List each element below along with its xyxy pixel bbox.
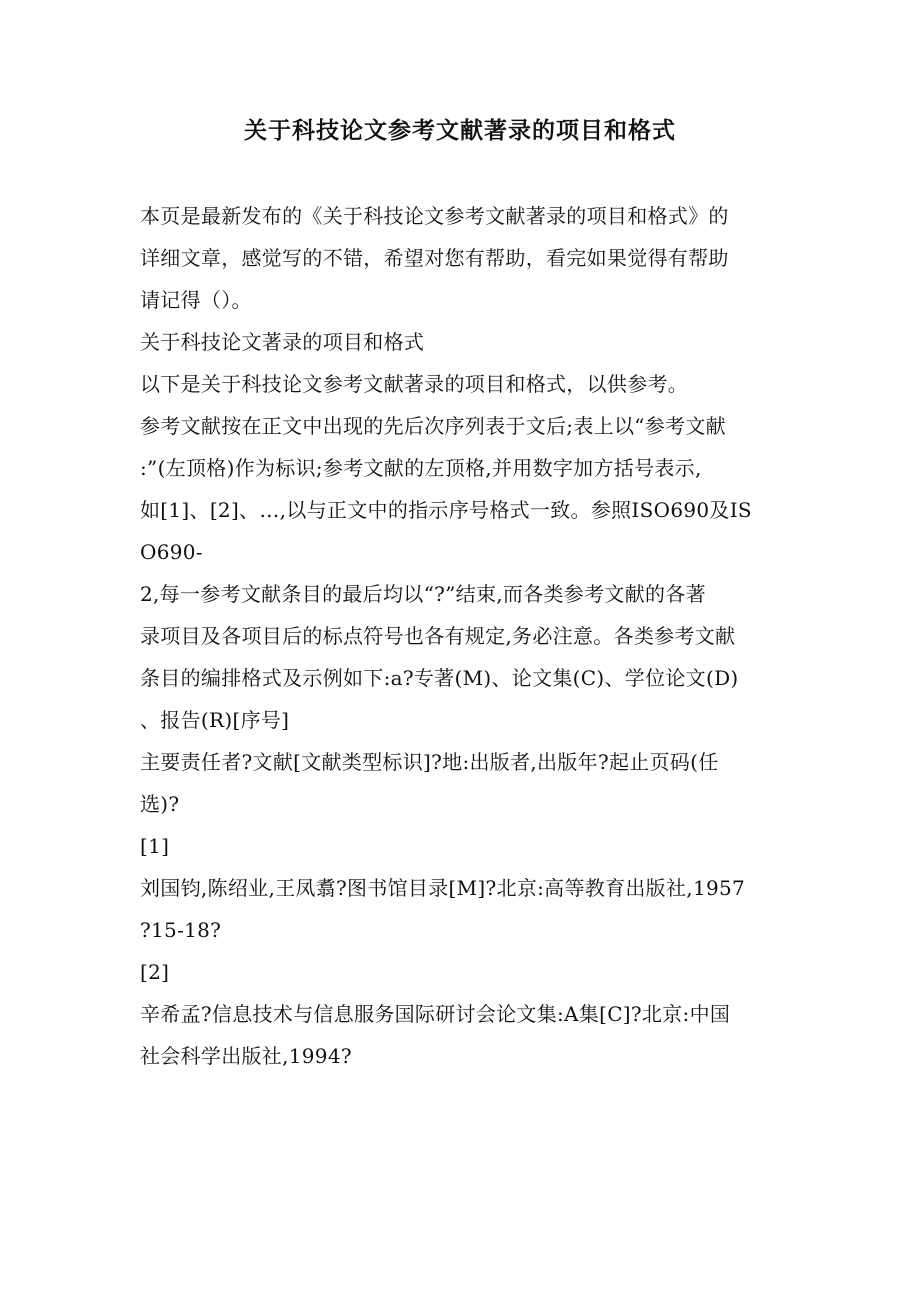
text-line: 条目的编排格式及示例如下:a?专著(M)、论文集(C)、学位论文(D): [140, 666, 739, 690]
text-line: 关于科技论文著录的项目和格式: [140, 330, 425, 354]
text-line: 以下是关于科技论文参考文献著录的项目和格式，以供参考。: [140, 372, 689, 396]
text-line: 刘国钧,陈绍业,王凤翥?图书馆目录[M]?北京:高等教育出版社,1957: [140, 876, 746, 900]
text-line: 参考文献按在正文中出现的先后次序列表于文后;表上以“参考文献: [140, 414, 726, 438]
text-line: ?15-18?: [140, 918, 222, 942]
text-line: 本页是最新发布的《关于科技论文参考文献著录的项目和格式》的: [140, 204, 729, 228]
document-title: 关于科技论文参考文献著录的项目和格式: [244, 117, 676, 144]
document-body: [140, 198, 790, 1080]
text-line: 社会科学出版社,1994?: [140, 1044, 352, 1068]
text-line: [1]: [140, 834, 170, 858]
text-line: 主要责任者?文献[文献类型标识]?地:出版者,出版年?起止页码(任: [140, 750, 719, 774]
text-line: 详细文章，感觉写的不错，希望对您有帮助，看完如果觉得有帮助: [140, 246, 729, 270]
text-line: 、报告(R)[序号]: [140, 708, 290, 732]
text-line: 2,每一参考文献条目的最后均以“?”结束,而各类参考文献的各著: [140, 582, 706, 606]
text-line: [2]: [140, 960, 170, 984]
text-line: 如[1]、[2]、…,以与正文中的指示序号格式一致。参照ISO690及IS: [140, 498, 752, 522]
text-line: 请记得（）。: [140, 288, 252, 312]
text-line: 辛希孟?信息技术与信息服务国际研讨会论文集:A集[C]?北京:中国: [140, 1002, 731, 1026]
text-line: O690-: [140, 540, 203, 564]
text-line: 录项目及各项目后的标点符号也各有规定,务必注意。各类参考文献: [140, 624, 736, 648]
text-line: :”(左顶格)作为标识;参考文献的左顶格,并用数字加方括号表示,: [140, 456, 702, 480]
text-line: 选)?: [140, 792, 180, 816]
